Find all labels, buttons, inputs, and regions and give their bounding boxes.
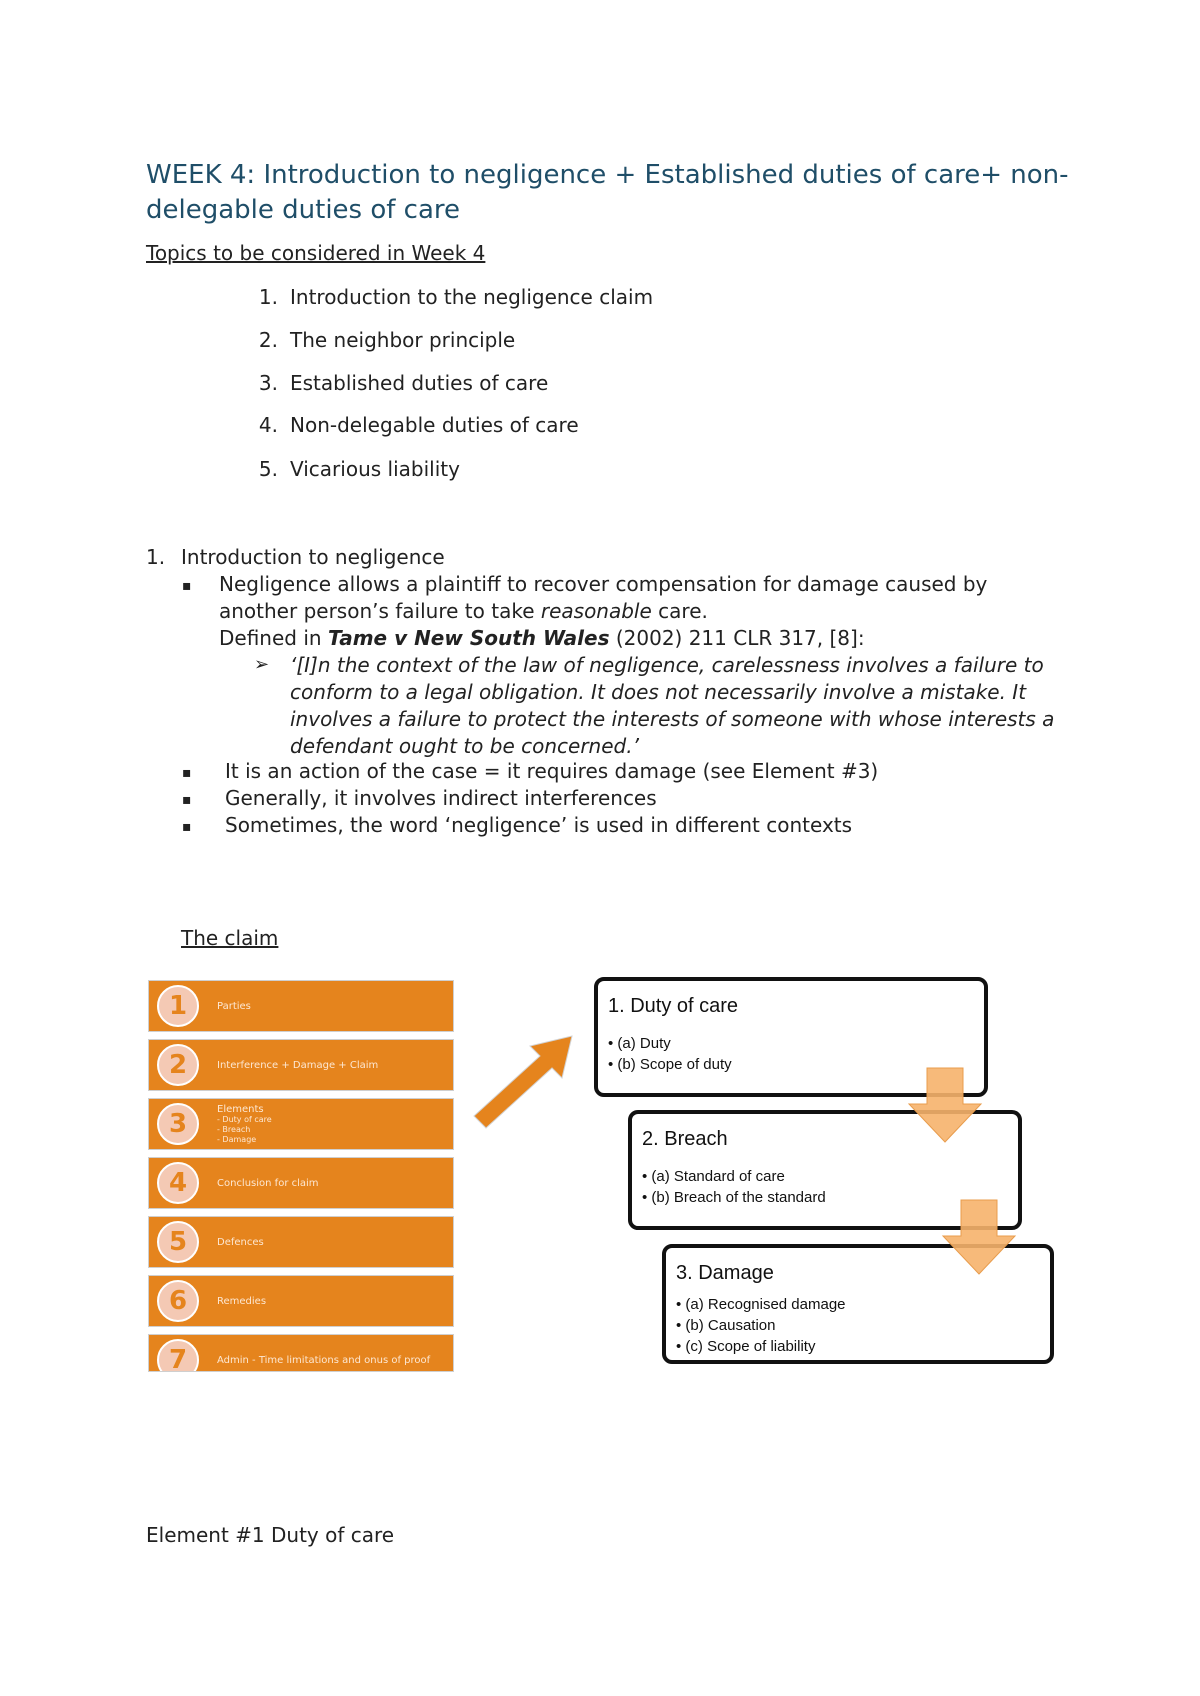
case-name: Tame v New South Wales xyxy=(327,626,610,650)
step-number: 2 xyxy=(157,1044,199,1086)
claim-step xyxy=(148,1275,454,1327)
topic-number: 2. xyxy=(258,328,278,352)
topics-heading: Topics to be considered in Week 4 xyxy=(146,241,486,265)
topic-number: 5. xyxy=(258,457,278,481)
bullet-icon: ▪ xyxy=(182,819,192,835)
section-number: 1. xyxy=(146,545,166,569)
step-label-group xyxy=(217,1099,272,1149)
step-label: Remedies xyxy=(217,1295,267,1307)
bullet-text: It is an action of the case = it requires damage (see Element #3) xyxy=(225,759,879,783)
claim-step xyxy=(148,1098,454,1150)
step-number: 3 xyxy=(157,1103,199,1145)
list-item: • (c) Scope of liability xyxy=(676,1336,846,1357)
topic-number: 1. xyxy=(258,285,278,309)
step-number: 7 xyxy=(157,1339,199,1372)
step-number: 6 xyxy=(157,1280,199,1322)
down-arrow-icon xyxy=(939,1198,1019,1276)
bullet-icon: ▪ xyxy=(182,578,192,594)
bullet-text: Sometimes, the word ‘negligence’ is used in different contexts xyxy=(225,813,853,837)
text-run-italic: reasonable xyxy=(540,599,652,623)
claim-step xyxy=(148,1039,454,1091)
list-item: • (b) Scope of duty xyxy=(608,1054,732,1075)
step-label: Defences xyxy=(217,1236,264,1248)
element1-heading: Element #1 Duty of care xyxy=(146,1523,395,1547)
element-title: 1. Duty of care xyxy=(608,995,739,1017)
page-title: WEEK 4: Introduction to negligence + Established duties of care+ non-delegable duties of care xyxy=(146,160,1069,225)
list-item: • (a) Recognised damage xyxy=(676,1294,846,1315)
list-item: • (b) Causation xyxy=(676,1315,846,1336)
paragraph-defined-in xyxy=(219,625,1069,652)
step-label: Conclusion for claim xyxy=(217,1177,319,1189)
step-label: Interference + Damage + Claim xyxy=(217,1059,379,1071)
topic-text: Introduction to the negligence claim xyxy=(290,285,654,309)
topic-text: Vicarious liability xyxy=(290,457,460,481)
topic-text: Non-delegable duties of care xyxy=(290,413,579,437)
text-run: (2002) 211 CLR 317, [8]: xyxy=(609,626,865,650)
step-number: 1 xyxy=(157,985,199,1027)
list-item: • (a) Duty xyxy=(608,1033,732,1054)
element-title: 2. Breach xyxy=(642,1128,728,1150)
element-items xyxy=(608,1033,732,1075)
quote-block: ‘[I]n the context of the law of negligence, carelessness involves a failure to conform to a legal obligation. It does not necessarily involve a mistake. It involves a failure to protect the interests of someone with whose interests a defendant ought to be concerned.’ xyxy=(290,653,1055,758)
element-items xyxy=(676,1294,846,1357)
step-sublabel: - Duty of care xyxy=(217,1114,272,1124)
topic-number: 3. xyxy=(258,371,278,395)
text-run: Negligence allows a plaintiff to recover compensation for damage caused by another person’s failure to take xyxy=(219,572,988,623)
topic-number: 4. xyxy=(258,413,278,437)
text-run: care. xyxy=(651,599,708,623)
step-sublabel: - Breach xyxy=(217,1124,251,1134)
bullet-text: Generally, it involves indirect interferences xyxy=(225,786,657,810)
step-label: Elements xyxy=(217,1103,264,1115)
topic-text: The neighbor principle xyxy=(290,328,516,352)
topic-text: Established duties of care xyxy=(290,371,549,395)
step-label: Parties xyxy=(217,1000,251,1012)
down-arrow-icon xyxy=(905,1066,985,1144)
step-sublabel: - Damage xyxy=(217,1134,257,1144)
claim-heading: The claim xyxy=(181,926,279,950)
diagonal-arrow-icon xyxy=(470,1030,580,1130)
section-heading: Introduction to negligence xyxy=(181,545,445,569)
element-title: 3. Damage xyxy=(676,1262,774,1284)
claim-step xyxy=(148,980,454,1032)
list-item: • (a) Standard of care xyxy=(642,1166,826,1187)
arrow-bullet-icon: ➢ xyxy=(254,654,270,675)
bullet-icon: ▪ xyxy=(182,792,192,808)
list-item: • (b) Breach of the standard xyxy=(642,1187,826,1208)
step-label: Admin - Time limitations and onus of proof xyxy=(217,1354,431,1366)
element-items xyxy=(642,1166,826,1208)
step-number: 4 xyxy=(157,1162,199,1204)
claim-step xyxy=(148,1157,454,1209)
claim-step xyxy=(148,1334,454,1372)
step-number: 5 xyxy=(157,1221,199,1263)
bullet-icon: ▪ xyxy=(182,765,192,781)
text-run: Defined in xyxy=(219,626,328,650)
claim-step xyxy=(148,1216,454,1268)
paragraph-negligence-definition xyxy=(219,571,1069,625)
